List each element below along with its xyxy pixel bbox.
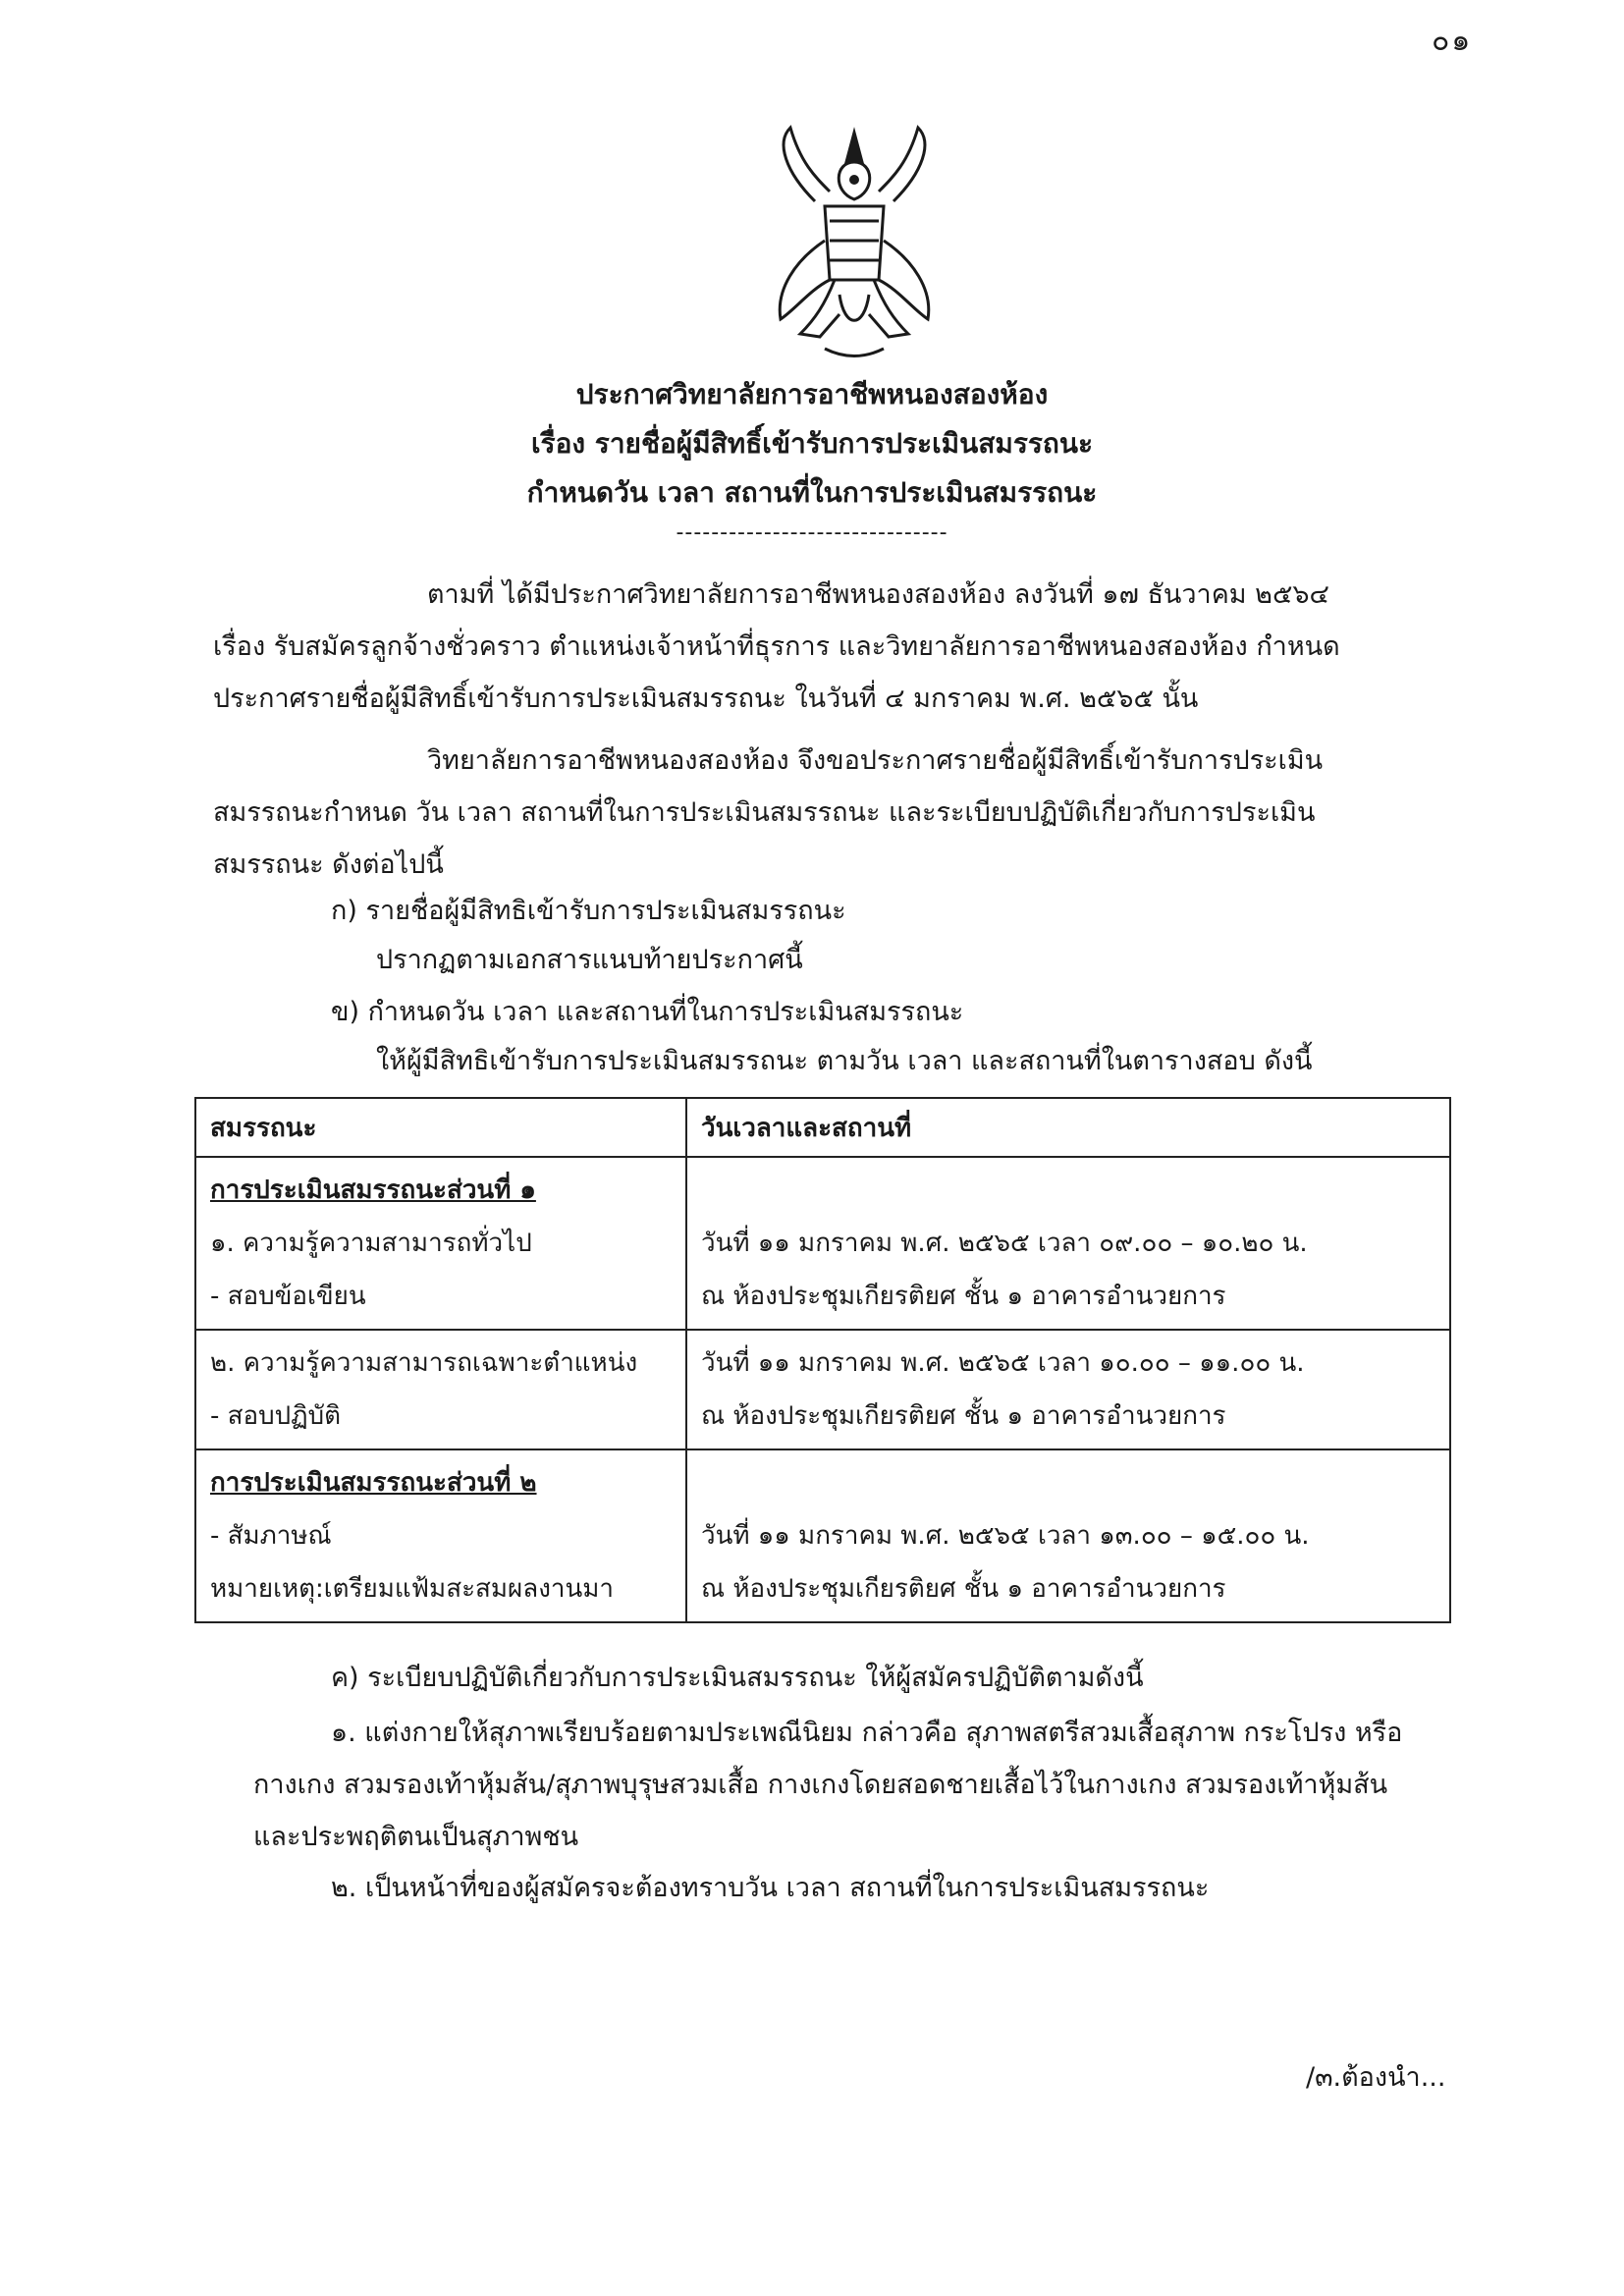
cell-text: ณ ห้องประชุมเกียรติยศ ชั้น ๑ อาคารอำนวยการ (701, 1574, 1226, 1604)
cell-text: ณ ห้องประชุมเกียรติยศ ชั้น ๑ อาคารอำนวยการ (701, 1401, 1226, 1431)
cell-text (701, 1164, 1435, 1217)
item-b-line1: ข) กำหนดวัน เวลา และสถานที่ในการประเมินสมรรถนะ (331, 997, 964, 1027)
para1-line1: ตามที่ ได้มีประกาศวิทยาลัยการอาชีพหนองสองห้อง ลงวันที่ ๑๗ ธันวาคม ๒๕๖๔ (427, 579, 1329, 610)
rule1-line1: ๑. แต่งกายให้สุภาพเรียบร้อยตามประเพณีนิยม กล่าวคือ สุภาพสตรีสวมเสื้อสุภาพ กระโปรง หรือ (331, 1718, 1403, 1748)
cell-text: - สอบข้อเขียน (210, 1282, 366, 1311)
title-separator: ------------------------------- (676, 520, 948, 545)
table-row (195, 1330, 1450, 1449)
cell-text: วันที่ ๑๑ มกราคม พ.ศ. ๒๕๖๕ เวลา ๑๐.๐๐ – ๑๑.๐๐ น. (701, 1348, 1305, 1378)
table-header-row (195, 1098, 1450, 1157)
cell-text: วันที่ ๑๑ มกราคม พ.ศ. ๒๕๖๕ เวลา ๐๙.๐๐ – ๑๐.๒๐ น. (701, 1229, 1308, 1258)
cell-text: ๒. ความรู้ความสามารถเฉพาะตำแหน่ง (210, 1348, 638, 1378)
table-cell-schedule (686, 1449, 1450, 1622)
para1-line3: ประกาศรายชื่อผู้มีสิทธิ์เข้ารับการประเมินสมรรถนะ ในวันที่ ๔ มกราคม พ.ศ. ๒๕๖๕ นั้น (213, 683, 1199, 714)
table-header-cell: สมรรถนะ (195, 1098, 686, 1157)
item-c-heading: ค) ระเบียบปฏิบัติเกี่ยวกับการประเมินสมรรถนะ ให้ผู้สมัครปฏิบัติตามดังนี้ (331, 1663, 1144, 1693)
continuation-reference: /๓.ต้องนำ... (1306, 2062, 1446, 2093)
table-cell-competency (195, 1157, 686, 1330)
item-a-line2: ปรากฏตามเอกสารแนบท้ายประกาศนี้ (376, 945, 803, 975)
table-cell-competency (195, 1330, 686, 1449)
doc-title-line1: ประกาศวิทยาลัยการอาชีพหนองสองห้อง (575, 378, 1049, 410)
garuda-emblem-icon (756, 123, 952, 368)
rule1-line2: กางเกง สวมรองเท้าหุ้มส้น/สุภาพบุรุษสวมเสื้อ กางเกงโดยสอดชายเสื้อไว้ในกางเกง สวมรองเท้าหุ้มส้น (253, 1770, 1388, 1800)
para2-line2: สมรรถนะกำหนด วัน เวลา สถานที่ในการประเมินสมรรถนะ และระเบียบปฏิบัติเกี่ยวกับการประเมิน (213, 797, 1316, 828)
cell-text: - สัมภาษณ์ (210, 1521, 332, 1551)
cell-text: ณ ห้องประชุมเกียรติยศ ชั้น ๑ อาคารอำนวยการ (701, 1282, 1226, 1311)
rule1-line3: และประพฤติตนเป็นสุภาพชน (253, 1822, 579, 1852)
cell-text (701, 1456, 1435, 1509)
schedule-table (194, 1097, 1451, 1623)
cell-text: หมายเหตุ:เตรียมแฟ้มสะสมผลงานมา (210, 1574, 615, 1604)
table-row (195, 1449, 1450, 1622)
table-cell-schedule (686, 1157, 1450, 1330)
doc-title-line3: กำหนดวัน เวลา สถานที่ในการประเมินสมรรถนะ (526, 476, 1098, 509)
item-b-line2: ให้ผู้มีสิทธิเข้ารับการประเมินสมรรถนะ ตามวัน เวลา และสถานที่ในตารางสอบ ดังนี้ (376, 1046, 1313, 1076)
section-heading: การประเมินสมรรถนะส่วนที่ ๒ (210, 1468, 537, 1498)
section-heading: การประเมินสมรรถนะส่วนที่ ๑ (210, 1175, 536, 1205)
para1-line2: เรื่อง รับสมัครลูกจ้างชั่วคราว ตำแหน่งเจ้าหน้าที่ธุรการ และวิทยาลัยการอาชีพหนองสองห้อง กำหนด (213, 631, 1340, 662)
para2-line1: วิทยาลัยการอาชีพหนองสองห้อง จึงขอประกาศรายชื่อผู้มีสิทธิ์เข้ารับการประเมิน (427, 745, 1324, 776)
doc-title-line2: เรื่อง รายชื่อผู้มีสิทธิ์เข้ารับการประเมินสมรรถนะ (530, 427, 1094, 460)
table-cell-schedule (686, 1330, 1450, 1449)
item-a-line1: ก) รายชื่อผู้มีสิทธิเข้ารับการประเมินสมรรถนะ (331, 896, 846, 926)
table-row (195, 1157, 1450, 1330)
table-header-cell: วันเวลาและสถานที่ (686, 1098, 1450, 1157)
para2-line3: สมรรถนะ ดังต่อไปนี้ (213, 849, 444, 880)
cell-text: วันที่ ๑๑ มกราคม พ.ศ. ๒๕๖๕ เวลา ๑๓.๐๐ – ๑๕.๐๐ น. (701, 1521, 1310, 1551)
rule2-line: ๒. เป็นหน้าที่ของผู้สมัครจะต้องทราบวัน เวลา สถานที่ในการประเมินสมรรถนะ (331, 1873, 1210, 1903)
table-cell-competency (195, 1449, 686, 1622)
cell-text: - สอบปฏิบัติ (210, 1401, 341, 1431)
cell-text: ๑. ความรู้ความสามารถทั่วไป (210, 1229, 532, 1258)
page-number: ๐๑ (1432, 24, 1473, 58)
